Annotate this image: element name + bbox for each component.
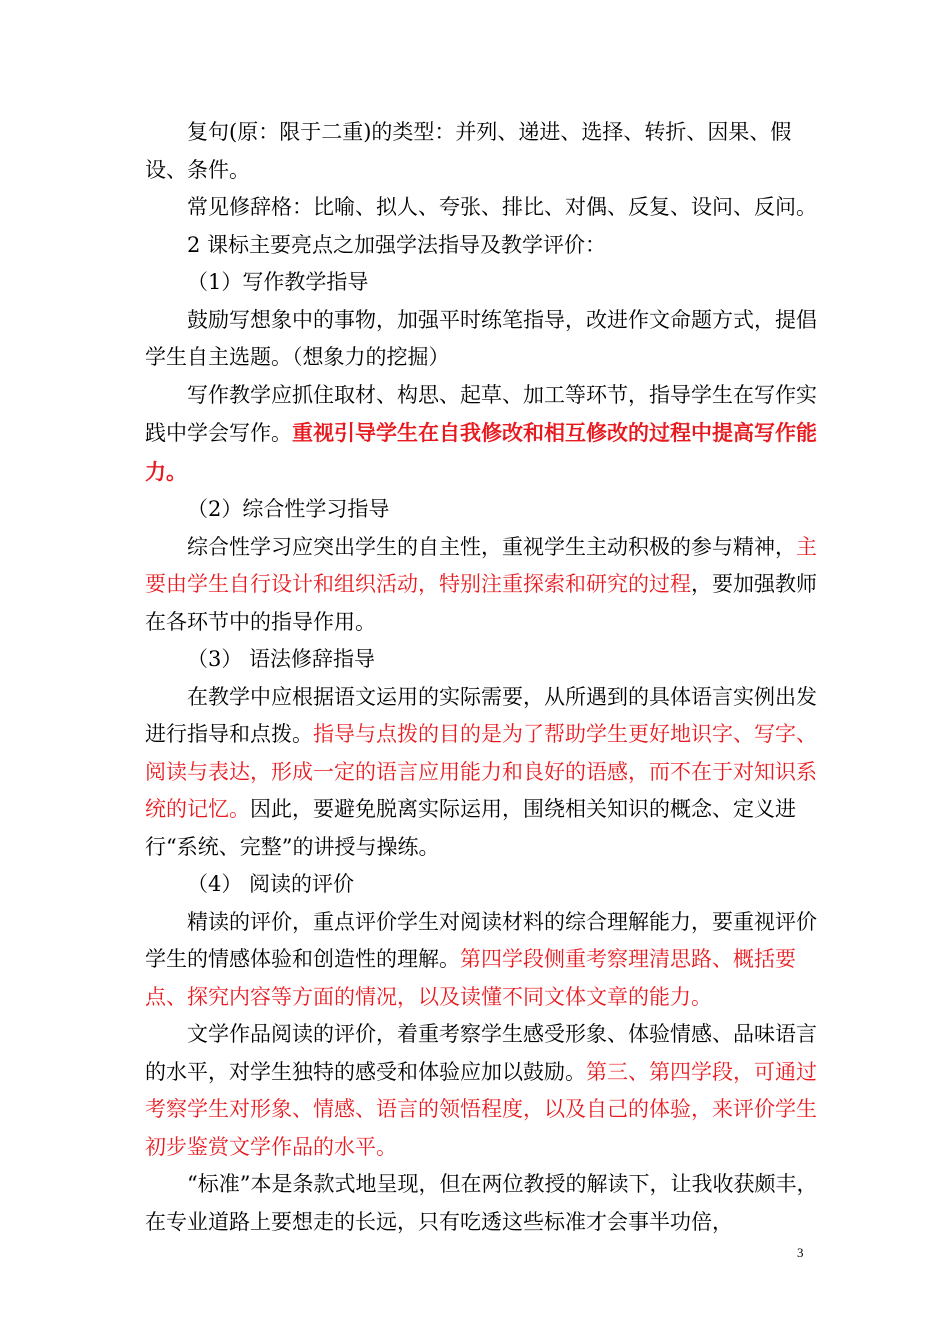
text-run: 综合性学习应突出学生的自主性，重视学生主动积极的参与精神， [187,534,796,559]
text-run: 鼓励写想象中的事物，加强平时练笔指导，改进作文命题方式，提倡学生自主选题。（想象力的挖掘） [145,307,817,369]
text-run: “标准”本是条款式地呈现，但在两位教授的解读下，让我收获颇丰，在专业道路上要想走的长远，只有吃透这些标准才会事半功倍， [145,1172,818,1234]
text-run: ，要加强教师在各环节中的指导作用。 [145,572,817,634]
paragraph [145,641,825,679]
text-run: 因此，要避免脱离实际运用，围绕相关知识的概念、定义进行“系统、完整”的讲授与操练。 [145,797,796,859]
text-run: 常见修辞格：比喻、拟人、夸张、排比、对偶、反复、设问、反问。 [187,195,817,219]
paragraph [145,264,825,302]
page-number: 3 [797,1245,804,1260]
paragraph [145,866,825,904]
paragraph [145,1166,825,1241]
paragraph [145,377,825,492]
highlighted-text-run: 主要由学生自行设计和组织活动，特别注重探索和研究的过程 [145,534,817,596]
paragraph [145,302,825,377]
highlighted-text-run: 指导与点拨的目的是为了帮助学生更好地识字、写字、阅读与表达，形成一定的语言应用能力和良好的语感，而不在于对知识系统的记忆。 [145,722,817,821]
paragraph [145,679,825,867]
highlighted-text-run: 第四学段侧重考察理清思路、概括要点、探究内容等方面的情况，以及读懂不同文体文章的能力。 [145,947,796,1009]
paragraph [145,227,825,265]
paragraph [145,491,825,529]
text-run: （3） 语法修辞指导 [187,647,376,671]
text-run: 复句(原：限于二重)的类型：并列、递进、选择、转折、因果、假设、条件。 [145,120,792,182]
highlighted-text-run: 重视引导学生在自我修改和相互修改的过程中提高写作能力。 [145,420,817,484]
text-run: 在教学中应根据语文运用的实际需要，从所遇到的具体语言实例出发进行指导和点拨。 [145,684,817,746]
paragraph [145,904,825,1017]
paragraph [145,529,825,642]
text-run: 2 课标主要亮点之加强学法指导及教学评价： [187,232,607,257]
highlighted-text-run: 第三、第四学段，可通过考察学生对形象、情感、语言的领悟程度，以及自己的体验，来评价学生初步鉴赏文学作品的水平。 [145,1059,817,1159]
text-run: 写作教学应抓住取材、构思、起草、加工等环节，指导学生在写作实践中学会写作。 [145,382,817,445]
text-run: （2）综合性学习指导 [187,497,390,521]
paragraph [145,1016,825,1166]
text-run: （1）写作教学指导 [187,270,369,294]
text-run: 文学作品阅读的评价，着重考察学生感受形象、体验情感、品味语言的水平，对学生独特的感受和体验应加以鼓励。 [145,1022,817,1084]
paragraph [145,114,825,189]
document-body [145,114,825,1241]
text-run: （4） 阅读的评价 [187,872,355,896]
text-run: 精读的评价，重点评价学生对阅读材料的综合理解能力，要重视评价学生的情感体验和创造性的理解。 [145,909,817,971]
paragraph [145,189,825,227]
